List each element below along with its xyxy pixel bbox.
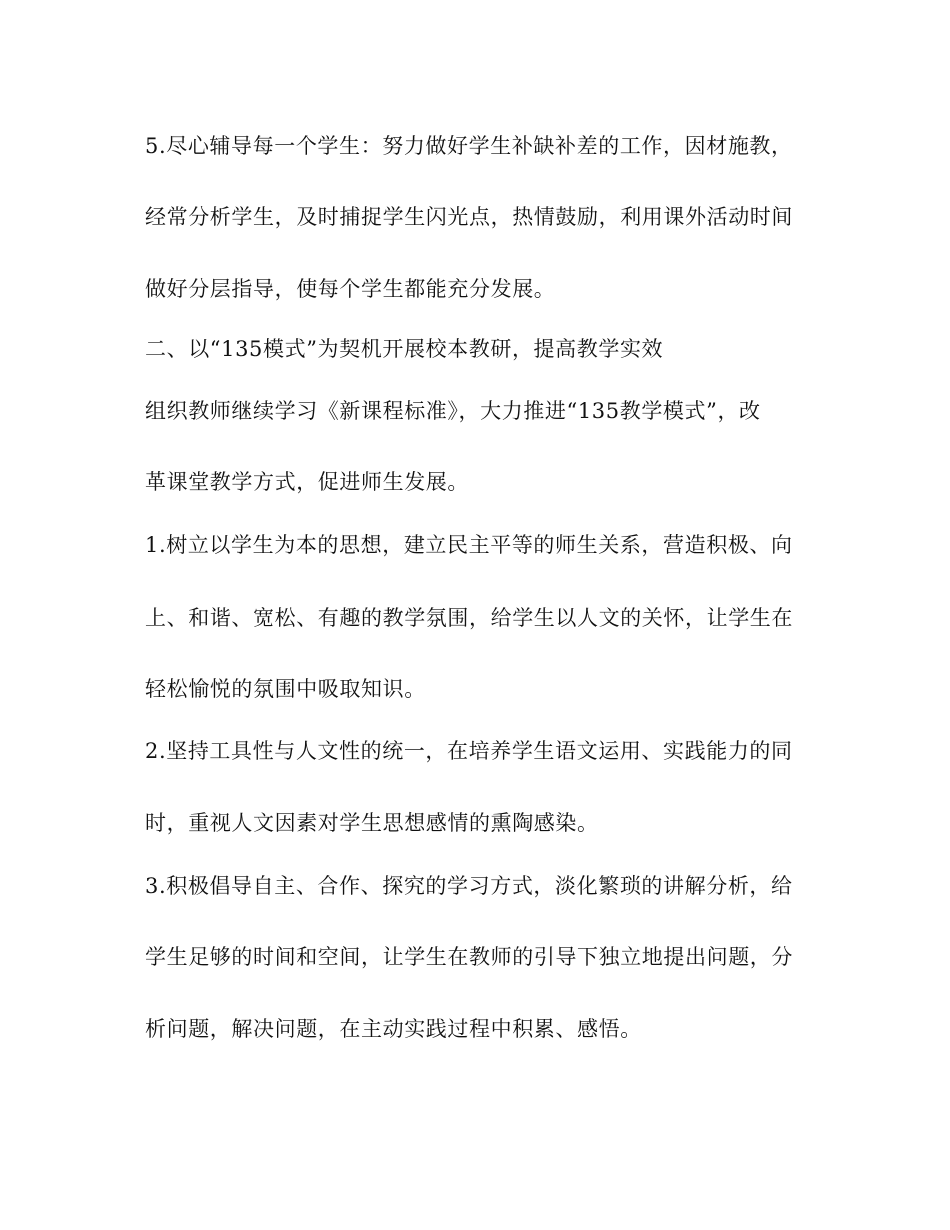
intro-line-2: 革课堂教学方式，促进师生发展。 [145,470,469,494]
paragraph-1-line-2: 上、和谐、宽松、有趣的教学氛围，给学生以人文的关怀，让学生在 [145,606,793,630]
paragraph-3-line-2: 学生足够的时间和空间，让学生在教师的引导下独立地提出问题，分 [145,945,793,969]
paragraph-5-line-2: 经常分析学生，及时捕捉学生闪光点，热情鼓励，利用课外活动时间 [145,205,793,229]
section-heading-2: 二、以“135模式”为契机开展校本教研，提高教学实效 [145,337,664,361]
paragraph-2-line-2: 时，重视人文因素对学生思想感情的熏陶感染。 [145,811,599,835]
paragraph-3-line-3: 析问题，解决问题，在主动实践过程中积累、感悟。 [145,1017,642,1041]
paragraph-1-line-3: 轻松愉悦的氛围中吸取知识。 [145,677,426,701]
paragraph-2-line-1: 2.坚持工具性与人文性的统一，在培养学生语文运用、实践能力的同 [145,739,793,763]
paragraph-5-line-3: 做好分层指导，使每个学生都能充分发展。 [145,277,556,301]
paragraph-1-line-1: 1.树立以学生为本的思想，建立民主平等的师生关系，营造积极、向 [145,533,793,557]
intro-line-1: 组织教师继续学习《新课程标准》，大力推进“135教学模式”，改 [145,399,761,423]
paragraph-3-line-1: 3.积极倡导自主、合作、探究的学习方式，淡化繁琐的讲解分析，给 [145,874,793,898]
paragraph-5-line-1: 5.尽心辅导每一个学生：努力做好学生补缺补差的工作，因材施教， [145,134,793,158]
